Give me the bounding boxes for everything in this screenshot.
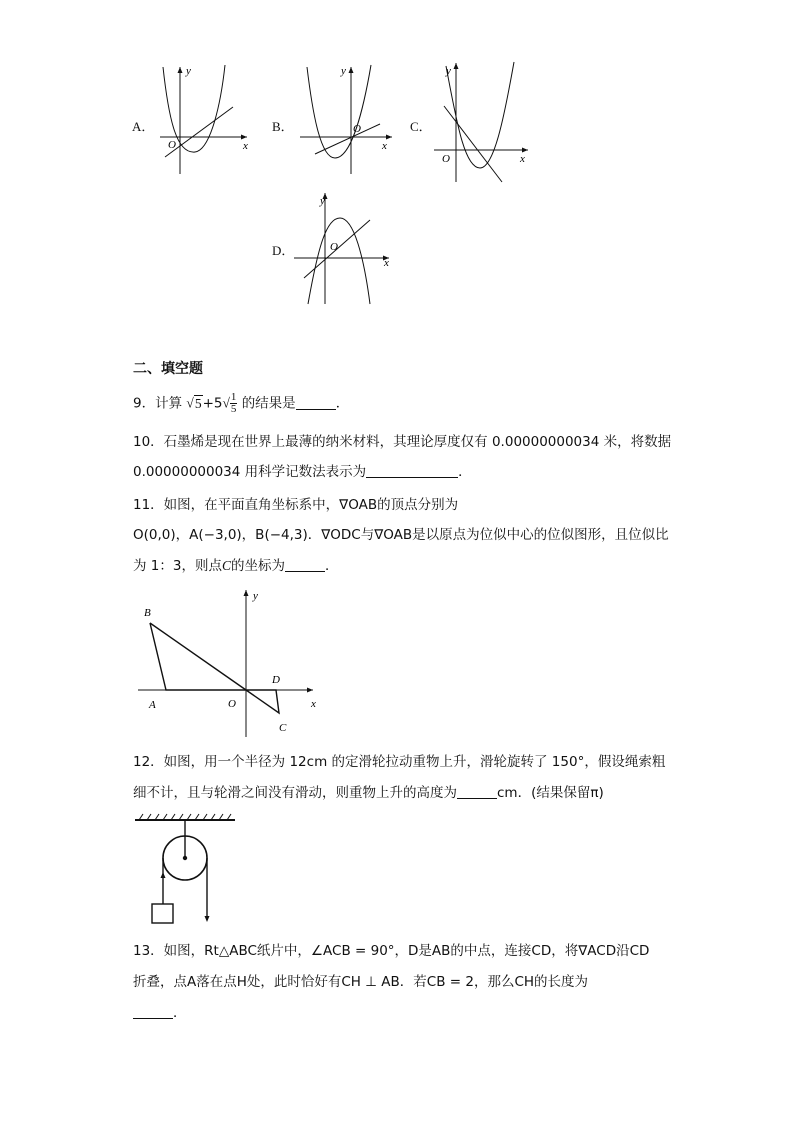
- question-11-line2: O(0,0)，A(−3,0)，B(−4,3)．∇ODC与∇OAB是以原点为位似中心的位似图形，且位似比: [133, 527, 669, 543]
- answer-blank[interactable]: [366, 463, 458, 478]
- answer-blank[interactable]: [457, 784, 497, 799]
- question-11-line1: 11．如图，在平面直角坐标系中，∇OAB的顶点分别为: [133, 497, 459, 513]
- axis-y-label: y: [186, 65, 191, 77]
- question-10-line2: 0.00000000034 用科学记数法表示为 ．: [133, 464, 472, 480]
- question-12-line1: 12．如图，用一个半径为 12cm 的定滑轮拉动重物上升，滑轮旋转了 150°，假设绳索粗: [133, 754, 666, 770]
- option-d-label: D．: [272, 243, 295, 258]
- pulley-figure: [133, 812, 243, 932]
- question-12-line2: 细不计，且与轮滑之间没有滑动，则重物上升的高度为 cm．(结果保留π): [133, 785, 604, 801]
- question-11-line3: 为 1：3，则点C的坐标为 ．: [133, 558, 339, 574]
- axis-x-label: x: [243, 140, 248, 152]
- axis-y-label: y: [253, 590, 258, 602]
- option-d-graph: [292, 188, 397, 306]
- axis-x-label: x: [520, 153, 525, 165]
- axis-x-label: x: [384, 257, 389, 269]
- option-a-label: A．: [132, 119, 155, 134]
- origin-label: O: [330, 241, 338, 253]
- q9-plus: +5: [202, 395, 223, 412]
- question-9: 9．计算 √5+5√ $\frac{1}{5}$ 的结果是 ．: [133, 391, 350, 415]
- axis-y-label: y: [446, 65, 451, 77]
- answer-blank[interactable]: [133, 1004, 173, 1019]
- point-c-label: C: [279, 722, 287, 734]
- origin-label: O: [168, 139, 176, 151]
- sqrt-expression: √5: [186, 395, 202, 411]
- point-a-label: A: [149, 699, 156, 711]
- axis-x-label: x: [311, 698, 316, 710]
- option-c-graph: [432, 58, 532, 183]
- question-13-line1: 13．如图，Rt△ABC纸片中，∠ACB = 90°，D是AB的中点，连接CD，将∇ACD沿CD: [133, 943, 650, 959]
- option-a-graph: [155, 62, 250, 177]
- option-b-label: B．: [272, 119, 294, 134]
- point-d-label: D: [272, 674, 280, 686]
- axis-y-label: y: [320, 195, 325, 207]
- question-13-line3: ．: [133, 1003, 187, 1023]
- q11-figure: [133, 585, 333, 740]
- answer-blank[interactable]: [296, 395, 336, 410]
- fraction: $\frac{1}{5}$: [230, 391, 237, 415]
- section-title: 二、填空题: [133, 361, 203, 377]
- axis-x-label: x: [382, 140, 387, 152]
- option-b-graph: [295, 62, 395, 177]
- answer-blank[interactable]: [285, 557, 325, 572]
- origin-label: O: [353, 123, 361, 135]
- question-10-line1: 10．石墨烯是现在世界上最薄的纳米材料，其理论厚度仅有 0.00000000034 米，将数据: [133, 434, 672, 450]
- question-13-line2: 折叠，点A落在点H处，此时恰好有CH ⊥ AB．若CB = 2，那么CH的长度为: [133, 974, 589, 990]
- point-b-label: B: [144, 607, 151, 619]
- q9-prefix: 9．计算: [133, 395, 183, 412]
- origin-label: O: [228, 698, 236, 710]
- q9-tail: 的结果是: [241, 395, 296, 412]
- axis-y-label: y: [341, 65, 346, 77]
- origin-label: O: [442, 153, 450, 165]
- option-c-label: C．: [410, 119, 432, 134]
